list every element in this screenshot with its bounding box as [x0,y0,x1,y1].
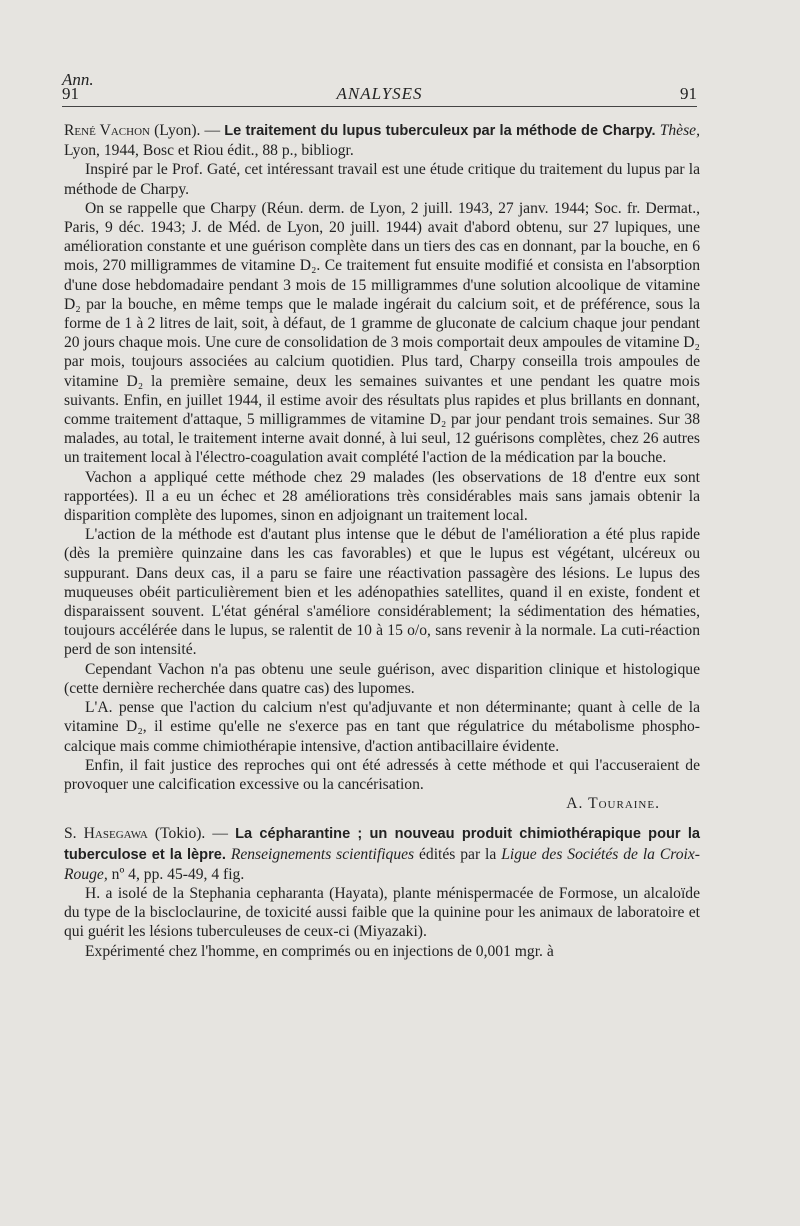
page-number-left: 91 [62,84,79,103]
review-source-pages: nº 4, pp. 45-49, 4 fig. [107,865,245,883]
review-author: S. Hasegawa [64,825,148,843]
running-label: Ann. [62,70,94,89]
review-source: Renseignements scientifiques [230,845,415,863]
review-paragraph: On se rappelle que Charpy (Réun. derm. de Lyon, 2 juill. 1943, 27 janv. 1944; Soc. fr. Dermat., Paris, 9 déc. 1943; J. de Méd. de Lyon, 20 juill. 1944) avait d'abord obtenu, sur 27 lupiques, une amélioration constante et une guérison complète dans un tiers des cas en donnant, par la bouche, en 6 mois, 270 milligrammes de vitamine D₂. Ce traitement fut ensuite modifié et consista en l'absorption d'une dose hebdomadaire pendant 3 mois de 15 milligrammes d'une solution alcoolique de vitamine D₂ par la bouche, en même temps que le malade ingérait du calcium soit, et de préférence, sous la forme de 1 à 2 litres de lait, soit, à défaut, de 1 gramme de gluconate de calcium chaque jour pendant 20 jours chaque mois. Une cure de consolidation de 3 mois comportait deux ampoules de vitamine D₂ par mois, toujours associées au calcium quotidien. Plus tard, Charpy conseilla trois ampoules de vitamine D₂ la première semaine, deux les semaines suivantes et une pendant les quatre mois suivants. Enfin, en juillet 1944, il estime avoir des résultats plus rapides et plus brillants en donnant, comme traitement d'attaque, 5 milligrammes de vitamine D₂ par jour pendant trois semaines. Sur 38 malades, au total, le traitement interne avait donné, à lui seul, 12 guérisons complètes, chez 26 autres un traitement local à l'électro-coagulation avait complété l'action de la médication par la bouche. [64,199,700,467]
review-paragraph: L'action de la méthode est d'autant plus intense que le début de l'amélioration a été plus rapide (dès la première quinzaine dans les cas favorables) et que le lupus est végétant, ulcéreux ou suppurant. Dans deux cas, il a paru se faire une réactivation passagère des lésions. Le lupus des muqueuses obéit particulièrement bien et les adénopathies satellites, quand il en existe, fondent et disparaissent souvent. L'état général s'améliore considérablement; la sédimentation des hématies, toujours accélérée dans le lupus, se ralentit de 10 à 15 o/o, sans revenir à la normale. La cuti-réaction perd de son intensité. [64,526,700,659]
review-title: La cépharantine ; un nouveau produit chimiothérapique pour la tuberculose et la lèpre. [64,826,700,863]
review-paragraph: Expérimenté chez l'homme, en comprimés ou en injections de 0,001 mgr. à [85,942,554,960]
reviewer-signature [64,794,700,813]
review-publisher: Lyon, 1944, Bosc et Riou édit., 88 p., bibliogr. [64,142,354,160]
reviewer-name: A. Touraine. [566,795,660,813]
review-author-city: (Tokio). — [147,825,236,843]
review-source: Thèse, [659,122,700,139]
review-hasegawa [64,824,700,960]
review-paragraph: L'A. pense que l'action du calcium n'est qu'adjuvante et non déterminante; quant à celle de la vitamine D₂, il estime qu'elle ne s'exerce pas en tant que régulatrice du métabolisme phospho-calcique mais comme chimiothérapie intensive, d'action antibacillaire évidente. [64,699,700,755]
review-paragraph: Cependant Vachon n'a pas obtenu une seule guérison, avec disparition clinique et histologique (cette dernière recherchée dans quatre cas) des lupomes. [64,660,700,697]
review-heading [64,121,700,160]
review-source-publisher: Ligue des Sociétés de la Croix-Rouge, [64,845,700,883]
review-separator [64,813,700,824]
review-paragraph: Enfin, il fait justice des reproches qui ont été adressés à cette méthode et qui l'accuseraient de provoquer une calcification excessive ou la cancérisation. [64,756,700,793]
section-title: ANALYSES [336,84,423,103]
review-paragraph: Inspiré par le Prof. Gaté, cet intéressant travail est une étude critique du traitement du lupus par la méthode de Charpy. [64,161,700,198]
review-paragraph: H. a isolé de la Stephania cepharanta (Hayata), plante ménispermacée de Formose, un alcaloïde du type de la biscloclaurine, de toxicité aussi faible que la quinine pour les animaux de laboratoire et qui guérit les lésions tuberculeuses de ceux-ci (Miyazaki). [64,884,700,941]
review-heading [64,824,700,884]
review-vachon [64,121,700,813]
page-header [62,84,697,107]
review-author-city: (Lyon). — [149,122,225,139]
review-paragraph: Vachon a appliqué cette méthode chez 29 malades (les observations de 18 d'entre eux sont rapportées). Il a eu un échec et 28 améliorations très considérables mais sans jamais obtenir la disparition complète des lupomes, sinon en adjoignant un traitement local. [64,468,700,525]
review-title: Le traitement du lupus tuberculeux par la méthode de Charpy. [224,123,656,139]
review-source-mid: édités par la [414,845,502,863]
review-author: René Vachon [64,122,150,139]
page-body [64,121,700,961]
page-number-right: 91 [680,84,697,103]
